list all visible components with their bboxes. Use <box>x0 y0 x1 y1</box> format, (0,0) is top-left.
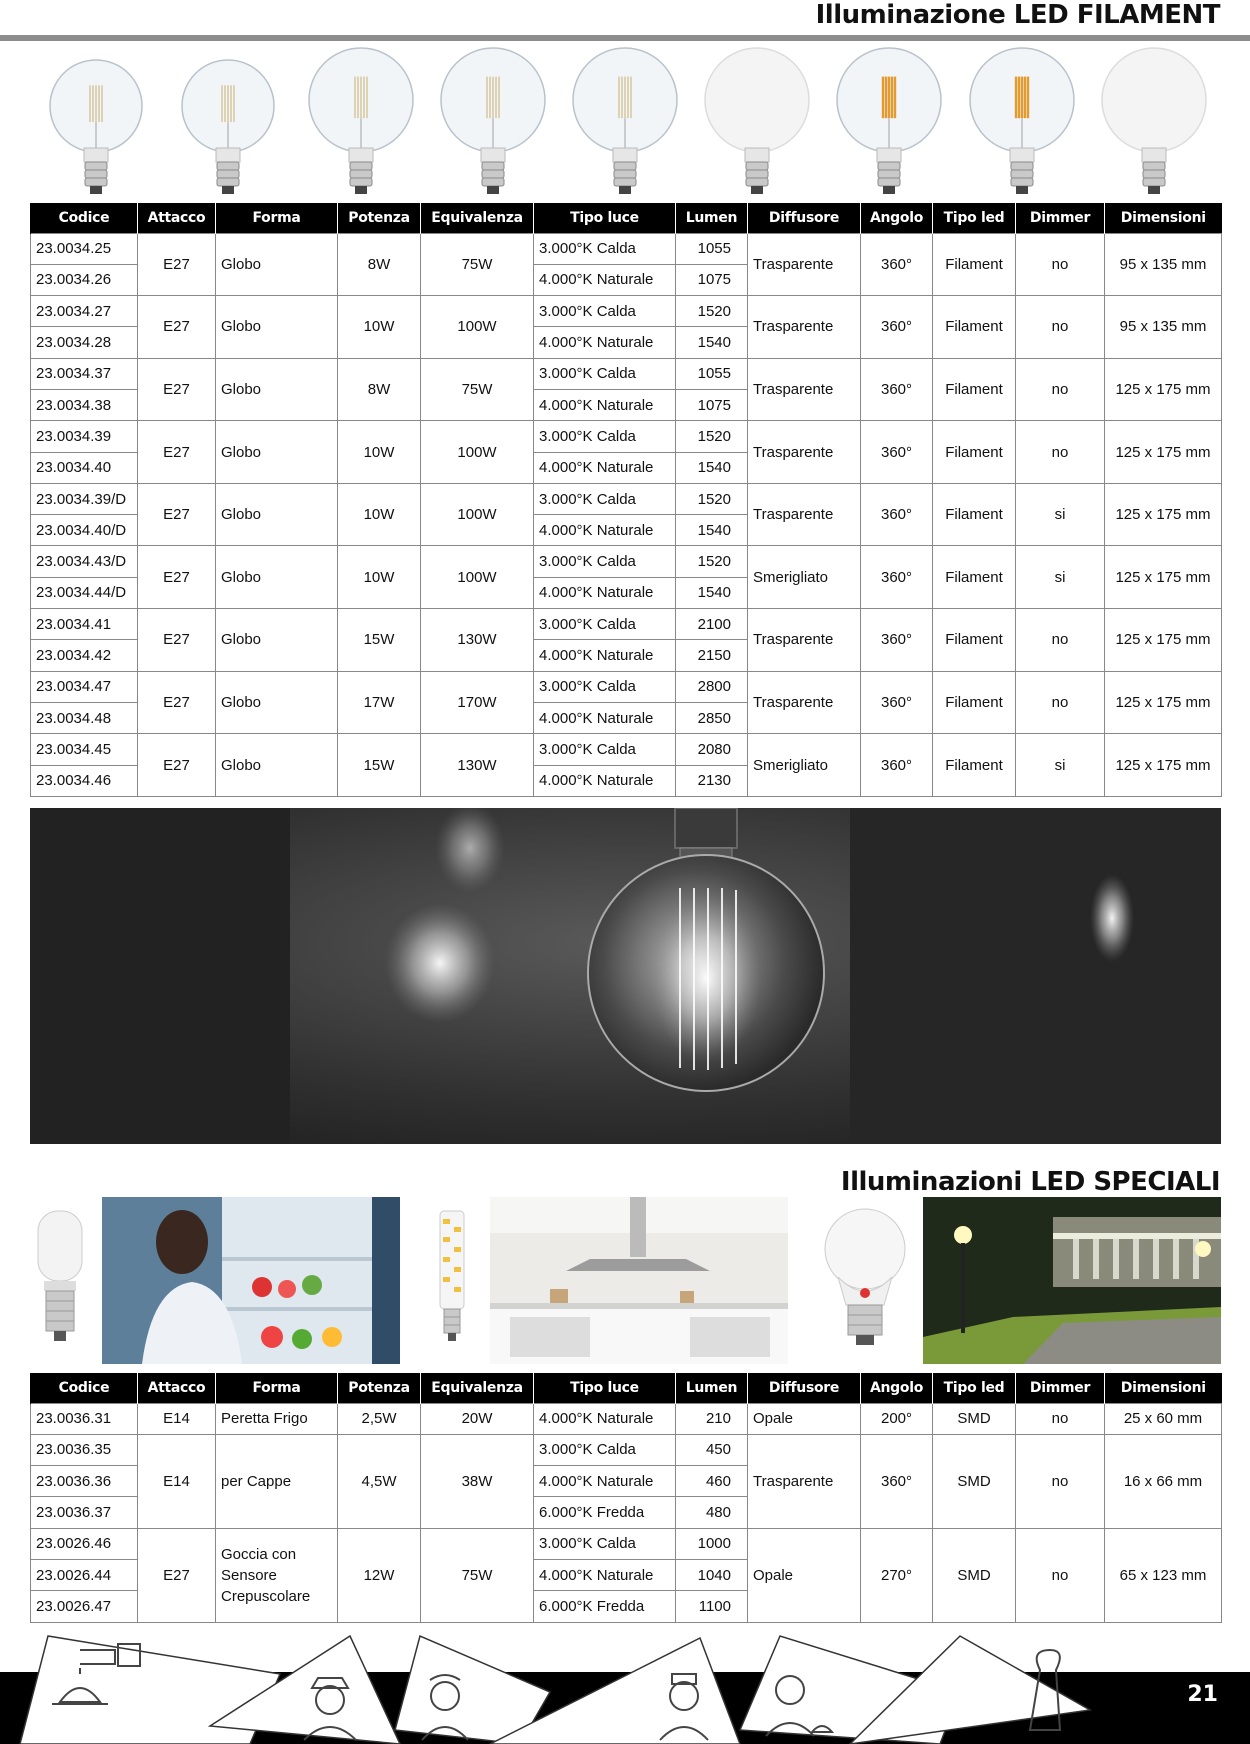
sensor-bulb-image <box>820 1197 910 1364</box>
filament-bulbs-row <box>30 44 1220 202</box>
table-cell: 270° <box>861 1528 933 1622</box>
table-cell: 360° <box>861 546 933 609</box>
column-header: Angolo <box>861 1373 933 1403</box>
table-cell: 10W <box>338 421 421 484</box>
table-cell: 125 x 175 mm <box>1105 483 1222 546</box>
table-cell: 360° <box>861 671 933 734</box>
table-cell: 1520 <box>676 296 748 327</box>
filament-spec-table <box>30 203 1222 797</box>
table-cell: 23.0034.38 <box>31 389 138 420</box>
table-cell: si <box>1016 734 1105 797</box>
table-cell: Smerigliato <box>748 546 861 609</box>
table-row <box>31 483 1222 514</box>
clear-globe-bulb-icon <box>304 42 418 202</box>
table-cell: 125 x 175 mm <box>1105 609 1222 672</box>
table-cell: Filament <box>933 546 1016 609</box>
table-cell: E27 <box>138 296 216 359</box>
table-cell: 360° <box>861 1434 933 1528</box>
table-cell: 210 <box>676 1403 748 1434</box>
table-cell: 130W <box>421 609 534 672</box>
table-cell: E27 <box>138 734 216 797</box>
column-header: Codice <box>31 1373 138 1403</box>
table-cell: Filament <box>933 358 1016 421</box>
table-cell: no <box>1016 233 1105 296</box>
table-cell: Filament <box>933 296 1016 359</box>
table-cell: 100W <box>421 546 534 609</box>
kitchen-hood-photo <box>490 1197 788 1364</box>
table-row <box>31 421 1222 452</box>
table-cell: 3.000°K Calda <box>534 1434 676 1465</box>
fridge-bulb-image <box>30 1197 90 1364</box>
table-cell: 1040 <box>676 1559 748 1590</box>
table-cell: 100W <box>421 421 534 484</box>
column-header: Forma <box>216 203 338 233</box>
table-cell: 360° <box>861 421 933 484</box>
table-cell: 4.000°K Naturale <box>534 515 676 546</box>
frosted-globe-bulb-icon <box>1097 42 1211 202</box>
table-cell: Opale <box>748 1403 861 1434</box>
table-cell: no <box>1016 421 1105 484</box>
table-cell: Globo <box>216 358 338 421</box>
table-cell: 23.0034.39/D <box>31 483 138 514</box>
table-cell: 23.0034.40/D <box>31 515 138 546</box>
table-cell: 125 x 175 mm <box>1105 421 1222 484</box>
table-cell: E27 <box>138 233 216 296</box>
table-cell: 23.0034.45 <box>31 734 138 765</box>
page-title: Illuminazione LED FILAMENT <box>815 0 1220 30</box>
frosted-globe-bulb-icon <box>700 42 814 202</box>
table-cell: 65 x 123 mm <box>1105 1528 1222 1622</box>
table-cell: 16 x 66 mm <box>1105 1434 1222 1528</box>
table-cell: 23.0034.43/D <box>31 546 138 577</box>
table-cell: 130W <box>421 734 534 797</box>
table-row <box>31 734 1222 765</box>
table-cell: 3.000°K Calda <box>534 233 676 264</box>
column-header: Potenza <box>338 1373 421 1403</box>
table-cell: 4.000°K Naturale <box>534 765 676 796</box>
table-cell: 2150 <box>676 640 748 671</box>
table-cell: si <box>1016 546 1105 609</box>
table-cell: 360° <box>861 358 933 421</box>
table-cell: Filament <box>933 609 1016 672</box>
table-cell: Globo <box>216 421 338 484</box>
column-header: Dimensioni <box>1105 1373 1222 1403</box>
column-header: Codice <box>31 203 138 233</box>
table-cell: Globo <box>216 483 338 546</box>
column-header: Lumen <box>676 203 748 233</box>
table-cell: E14 <box>138 1403 216 1434</box>
table-cell: Filament <box>933 421 1016 484</box>
page-number: 21 <box>1187 1682 1218 1707</box>
table-cell: 1540 <box>676 577 748 608</box>
table-cell: no <box>1016 1528 1105 1622</box>
bulb-photo-graphic <box>30 808 1221 1144</box>
table-cell: 17W <box>338 671 421 734</box>
table-cell: Filament <box>933 233 1016 296</box>
table-cell: 1520 <box>676 483 748 514</box>
table-cell: 4.000°K Naturale <box>534 389 676 420</box>
table-cell: E27 <box>138 421 216 484</box>
table-cell: 1055 <box>676 233 748 264</box>
column-header: Tipo led <box>933 203 1016 233</box>
column-header: Potenza <box>338 203 421 233</box>
table-cell: 95 x 135 mm <box>1105 296 1222 359</box>
table-cell: 125 x 175 mm <box>1105 358 1222 421</box>
table-cell: no <box>1016 1403 1105 1434</box>
table-cell: 23.0034.25 <box>31 233 138 264</box>
table-cell: 23.0034.26 <box>31 264 138 295</box>
table-cell: 23.0036.37 <box>31 1497 138 1528</box>
table-row <box>31 671 1222 702</box>
table-cell: E14 <box>138 1434 216 1528</box>
table-cell: E27 <box>138 609 216 672</box>
table-cell: 6.000°K Fredda <box>534 1591 676 1622</box>
table-cell: 23.0034.40 <box>31 452 138 483</box>
table-cell: 1075 <box>676 264 748 295</box>
table-cell: 1540 <box>676 327 748 358</box>
speciali-spec-table <box>30 1373 1222 1623</box>
column-header: Dimmer <box>1016 203 1105 233</box>
table-cell: 25 x 60 mm <box>1105 1403 1222 1434</box>
table-cell: 2130 <box>676 765 748 796</box>
table-cell: 1520 <box>676 546 748 577</box>
table-cell: 6.000°K Fredda <box>534 1497 676 1528</box>
table-header-row <box>31 1373 1222 1403</box>
table-cell: 3.000°K Calda <box>534 671 676 702</box>
table-cell: Trasparente <box>748 1434 861 1528</box>
table-cell: 23.0034.44/D <box>31 577 138 608</box>
table-cell: Globo <box>216 546 338 609</box>
section-title-speciali: Illuminazioni LED SPECIALI <box>840 1167 1220 1197</box>
table-cell: 23.0034.27 <box>31 296 138 327</box>
table-cell: 4.000°K Naturale <box>534 702 676 733</box>
table-cell: 200° <box>861 1403 933 1434</box>
table-cell: 2080 <box>676 734 748 765</box>
table-cell: 8W <box>338 358 421 421</box>
table-cell: 100W <box>421 483 534 546</box>
table-cell: 4.000°K Naturale <box>534 577 676 608</box>
table-cell: Trasparente <box>748 358 861 421</box>
table-row <box>31 296 1222 327</box>
table-cell: 4.000°K Naturale <box>534 264 676 295</box>
table-cell: 23.0034.46 <box>31 765 138 796</box>
table-cell: 125 x 175 mm <box>1105 734 1222 797</box>
table-cell: Smerigliato <box>748 734 861 797</box>
table-cell: 23.0034.39 <box>31 421 138 452</box>
clear-globe-bulb-icon <box>45 42 147 202</box>
table-cell: 480 <box>676 1497 748 1528</box>
table-row <box>31 1403 1222 1434</box>
amber-filament-bulb-icon <box>965 42 1079 202</box>
table-cell: Filament <box>933 671 1016 734</box>
table-cell: 125 x 175 mm <box>1105 546 1222 609</box>
table-cell: 4.000°K Naturale <box>534 1403 676 1434</box>
table-cell: E27 <box>138 546 216 609</box>
table-cell: 3.000°K Calda <box>534 1528 676 1559</box>
clear-globe-bulb-icon <box>568 42 682 202</box>
table-cell: 360° <box>861 296 933 359</box>
table-row <box>31 546 1222 577</box>
table-cell: 15W <box>338 734 421 797</box>
column-header: Tipo luce <box>534 1373 676 1403</box>
column-header: Diffusore <box>748 203 861 233</box>
table-cell: E27 <box>138 671 216 734</box>
hospitality-icons-footer <box>0 1630 1250 1744</box>
table-cell: E27 <box>138 1528 216 1622</box>
table-row <box>31 1528 1222 1559</box>
table-cell: Globo <box>216 671 338 734</box>
table-cell: Trasparente <box>748 296 861 359</box>
table-cell: 10W <box>338 296 421 359</box>
fridge-photo <box>102 1197 400 1364</box>
column-header: Attacco <box>138 203 216 233</box>
table-cell: 23.0026.44 <box>31 1559 138 1590</box>
table-cell: E27 <box>138 483 216 546</box>
table-cell: Peretta Frigo <box>216 1403 338 1434</box>
table-cell: 3.000°K Calda <box>534 358 676 389</box>
table-cell: 23.0034.41 <box>31 609 138 640</box>
table-row <box>31 233 1222 264</box>
table-cell: 1540 <box>676 452 748 483</box>
table-cell: 4.000°K Naturale <box>534 452 676 483</box>
table-cell: no <box>1016 671 1105 734</box>
table-cell: 3.000°K Calda <box>534 546 676 577</box>
table-cell: 23.0026.47 <box>31 1591 138 1622</box>
table-cell: 100W <box>421 296 534 359</box>
table-cell: 15W <box>338 609 421 672</box>
table-cell: 2800 <box>676 671 748 702</box>
table-header-row <box>31 203 1222 233</box>
table-cell: 1100 <box>676 1591 748 1622</box>
table-cell: 450 <box>676 1434 748 1465</box>
clear-globe-bulb-icon <box>436 42 550 202</box>
table-cell: Globo <box>216 734 338 797</box>
table-cell: no <box>1016 609 1105 672</box>
column-header: Dimmer <box>1016 1373 1105 1403</box>
table-cell: SMD <box>933 1434 1016 1528</box>
table-cell: 75W <box>421 358 534 421</box>
table-cell: 3.000°K Calda <box>534 296 676 327</box>
table-cell: 460 <box>676 1466 748 1497</box>
table-cell: 95 x 135 mm <box>1105 233 1222 296</box>
column-header: Tipo led <box>933 1373 1016 1403</box>
table-cell: 2100 <box>676 609 748 640</box>
table-cell: 360° <box>861 734 933 797</box>
table-cell: 2,5W <box>338 1403 421 1434</box>
table-cell: 12W <box>338 1528 421 1622</box>
garden-night-photo <box>923 1197 1221 1364</box>
table-cell: 4.000°K Naturale <box>534 1466 676 1497</box>
table-cell: E27 <box>138 358 216 421</box>
table-cell: 23.0034.48 <box>31 702 138 733</box>
table-cell: 4.000°K Naturale <box>534 640 676 671</box>
table-cell: Trasparente <box>748 233 861 296</box>
table-cell: 23.0034.42 <box>31 640 138 671</box>
table-cell: 23.0034.37 <box>31 358 138 389</box>
clear-globe-bulb-icon <box>177 42 279 202</box>
column-header: Equivalenza <box>421 1373 534 1403</box>
table-cell: Globo <box>216 296 338 359</box>
table-cell: 360° <box>861 609 933 672</box>
table-cell: Trasparente <box>748 671 861 734</box>
table-cell: 8W <box>338 233 421 296</box>
table-cell: 1075 <box>676 389 748 420</box>
table-row <box>31 609 1222 640</box>
amber-filament-bulb-icon <box>832 42 946 202</box>
table-cell: 10W <box>338 483 421 546</box>
table-cell: 125 x 175 mm <box>1105 671 1222 734</box>
table-cell: 23.0026.46 <box>31 1528 138 1559</box>
table-cell: si <box>1016 483 1105 546</box>
hood-bulb-image <box>430 1197 475 1364</box>
table-cell: Goccia con Sensore Crepuscolare <box>216 1528 338 1622</box>
table-cell: 38W <box>421 1434 534 1528</box>
column-header: Tipo luce <box>534 203 676 233</box>
table-cell: SMD <box>933 1528 1016 1622</box>
table-cell: 20W <box>421 1403 534 1434</box>
table-cell: 1055 <box>676 358 748 389</box>
table-cell: Opale <box>748 1528 861 1622</box>
table-cell: no <box>1016 296 1105 359</box>
column-header: Attacco <box>138 1373 216 1403</box>
table-cell: 1000 <box>676 1528 748 1559</box>
table-cell: 170W <box>421 671 534 734</box>
table-cell: 3.000°K Calda <box>534 483 676 514</box>
column-header: Diffusore <box>748 1373 861 1403</box>
column-header: Dimensioni <box>1105 203 1222 233</box>
table-cell: no <box>1016 358 1105 421</box>
column-header: Equivalenza <box>421 203 534 233</box>
table-row <box>31 1434 1222 1465</box>
table-cell: 2850 <box>676 702 748 733</box>
table-cell: no <box>1016 1434 1105 1528</box>
table-cell: 1540 <box>676 515 748 546</box>
table-cell: 23.0036.31 <box>31 1403 138 1434</box>
table-cell: 75W <box>421 233 534 296</box>
table-cell: 3.000°K Calda <box>534 421 676 452</box>
table-cell: 360° <box>861 233 933 296</box>
table-cell: Filament <box>933 734 1016 797</box>
table-cell: 23.0034.47 <box>31 671 138 702</box>
table-cell: 23.0036.36 <box>31 1466 138 1497</box>
title-rule <box>0 35 1250 41</box>
column-header: Lumen <box>676 1373 748 1403</box>
table-cell: per Cappe <box>216 1434 338 1528</box>
column-header: Forma <box>216 1373 338 1403</box>
table-cell: 1520 <box>676 421 748 452</box>
table-cell: SMD <box>933 1403 1016 1434</box>
table-cell: 4.000°K Naturale <box>534 1559 676 1590</box>
table-cell: 4,5W <box>338 1434 421 1528</box>
hero-photo-filament-bulb <box>30 808 1221 1144</box>
table-cell: Trasparente <box>748 609 861 672</box>
table-cell: 3.000°K Calda <box>534 609 676 640</box>
table-row <box>31 358 1222 389</box>
table-cell: 360° <box>861 483 933 546</box>
table-cell: Globo <box>216 233 338 296</box>
table-cell: Filament <box>933 483 1016 546</box>
table-cell: Globo <box>216 609 338 672</box>
table-cell: 23.0036.35 <box>31 1434 138 1465</box>
table-cell: 23.0034.28 <box>31 327 138 358</box>
table-cell: Trasparente <box>748 421 861 484</box>
table-cell: 10W <box>338 546 421 609</box>
column-header: Angolo <box>861 203 933 233</box>
table-cell: 4.000°K Naturale <box>534 327 676 358</box>
table-cell: Trasparente <box>748 483 861 546</box>
table-cell: 75W <box>421 1528 534 1622</box>
table-cell: 3.000°K Calda <box>534 734 676 765</box>
